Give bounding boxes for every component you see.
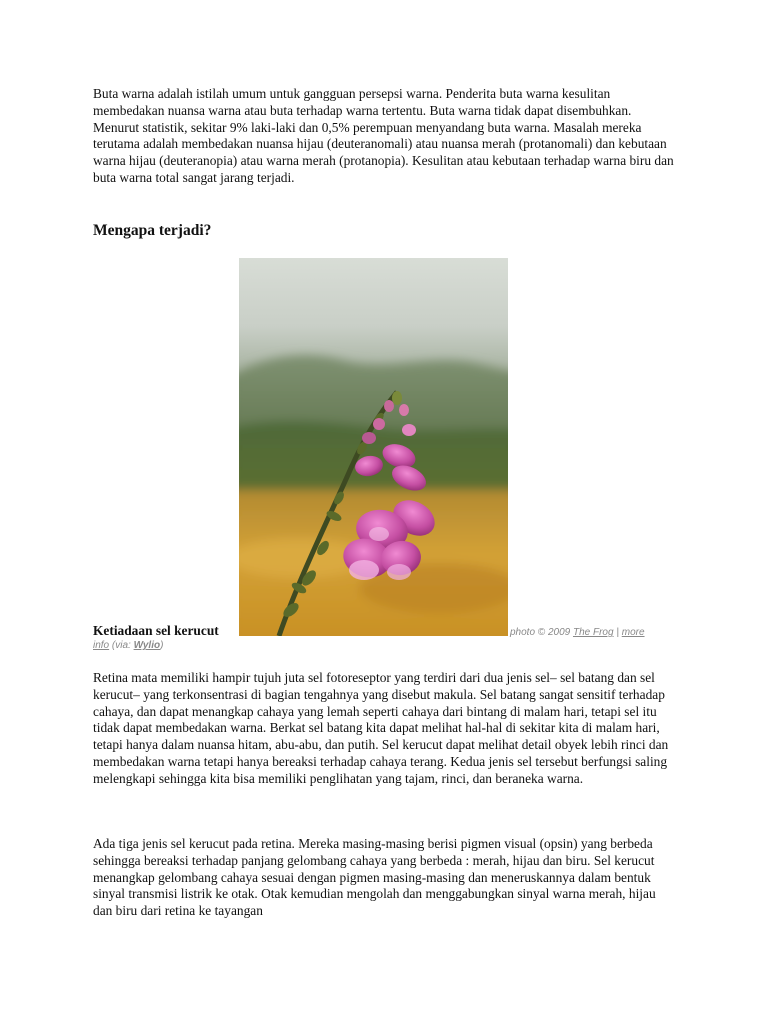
via-open: (via: xyxy=(111,640,131,651)
photo-credit-line-2 xyxy=(93,639,163,652)
via-source-link[interactable]: Wylio xyxy=(133,640,161,651)
retina-paragraph: Retina mata memiliki hampir tujuh juta sel fotoreseptor yang terdiri dari dua jenis sel– sel batang dan sel kerucut– yang terkonsentrasi di bagian tengahnya yang disebut makula. Sel batang sangat sensitif terhadap cahaya, dan dapat menangkap cahaya yang lemah seperti cahaya dari bintang di malam hari, tetapi sel itu tidak dapat membedakan warna. Berkat sel batang kita dapat melihat hal-hal di sekitar kita di malam hari, tetapi hanya dalam nuansa hitam, abu-abu, dan putih. Sel kerucut dapat melihat detail obyek lebih rinci dan membedakan warna tetapi hanya bereaksi terhadap cahaya terang. Kedua jenis sel tersebut berfungsi saling melengkapi sehingga kita bisa memiliki penglihatan yang tajam, rinci, dan beraneka warna. xyxy=(93,670,669,786)
section-heading: Mengapa terjadi? xyxy=(93,222,212,239)
intro-paragraph: Buta warna adalah istilah umum untuk gangguan persepsi warna. Penderita buta warna kesulitan membedakan nuansa warna atau buta terhadap warna tertentu. Buta warna tidak dapat disembuhkan. Menurut statistik, sekitar 9% laki-laki dan 0,5% perempuan menyandang buta warna. Masalah mereka terutama adalah membedakan nuansa hijau (deuteranomali) atau nuansa merah (protanomali) dan kebutaan warna hijau (deuteranopia) atau warna merah (protanopia). Kesulitan atau kebutaan terhadap warna biru dan buta warna total sangat jarang terjadi. xyxy=(93,86,674,185)
cone-types-paragraph: Ada tiga jenis sel kerucut pada retina. Mereka masing-masing berisi pigmen visual (opsin) yang berbeda sehingga bereaksi terhadap panjang gelombang cahaya yang berbeda : merah, hijau dan biru. Sel kerucut menangkap gelombang cahaya sesuai dengan pigmen masing-masing dan meneruskannya dalam bentuk sinyal transmisi listrik ke otak. Otak kemudian mengolah dan menggabungkan sinyal warna merah, hijau dan biru dari retina ke tayangan xyxy=(93,836,656,919)
photo-credit xyxy=(510,626,645,639)
more-info-link-cont[interactable]: info xyxy=(93,640,110,651)
credit-author-link[interactable]: The Frog xyxy=(572,627,614,638)
credit-prefix: photo © 2009 xyxy=(510,627,571,638)
via-close: ) xyxy=(160,640,164,651)
photo-caption xyxy=(93,623,668,655)
credit-separator: | xyxy=(616,627,619,638)
foxglove-photo xyxy=(239,258,508,636)
more-info-link[interactable]: more xyxy=(621,627,645,638)
caption-title: Ketiadaan sel kerucut xyxy=(93,623,219,638)
